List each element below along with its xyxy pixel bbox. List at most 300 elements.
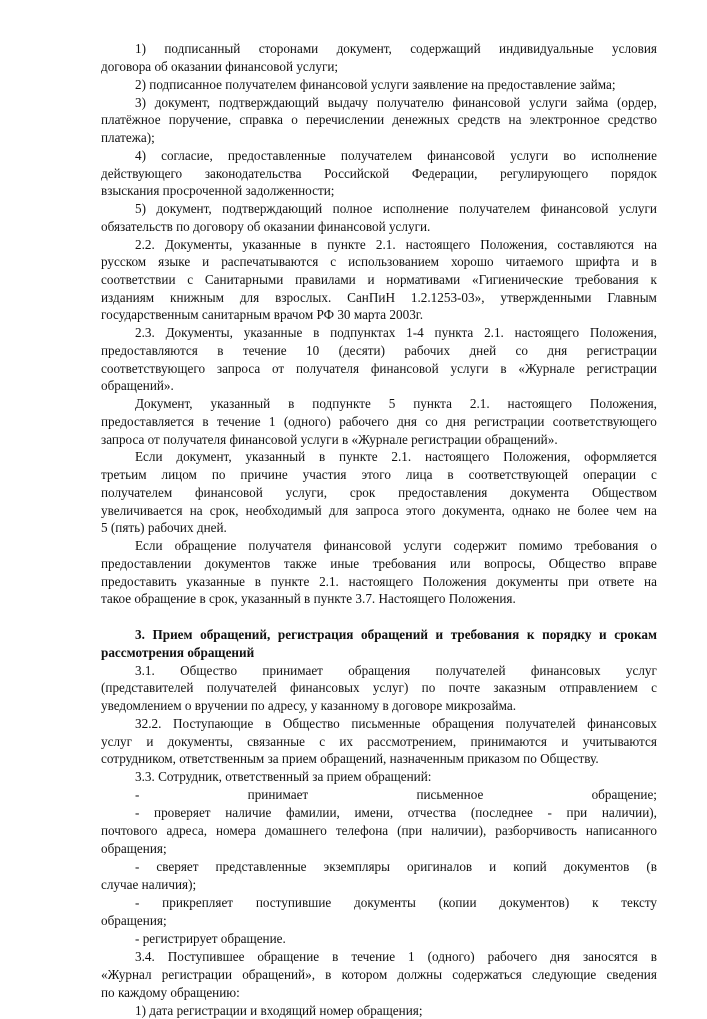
word: - — [547, 805, 552, 820]
word: в — [650, 254, 657, 269]
word: учитываются — [582, 734, 657, 749]
word: согласие, — [161, 148, 213, 163]
word: по — [211, 467, 226, 482]
text-line — [135, 894, 657, 911]
word: документ, — [154, 95, 211, 110]
word: документы — [496, 574, 559, 589]
word: котором — [341, 967, 388, 982]
word: выдачу — [327, 95, 369, 110]
word: наличие — [225, 805, 272, 820]
word: Если — [135, 449, 163, 464]
text-line — [101, 289, 657, 306]
text-line — [101, 253, 657, 270]
text-line: 1) дата регистрации и входящий номер обращения; — [135, 1003, 423, 1018]
word: получателем — [340, 148, 413, 163]
word: утвержденными — [500, 290, 592, 305]
text-line — [135, 858, 657, 875]
word: вопросы, — [483, 556, 536, 571]
word: в — [288, 396, 295, 411]
word: в — [332, 949, 339, 964]
word: письменное — [416, 787, 484, 802]
word: 5) — [135, 201, 146, 216]
word: документ, — [176, 449, 232, 464]
word: лица — [405, 467, 433, 482]
word: предоставить — [101, 574, 177, 589]
word: требования — [574, 538, 639, 553]
word: в — [500, 361, 507, 376]
word: Документы, — [165, 325, 233, 340]
word: законодательства — [204, 166, 302, 181]
word: индивидуальные — [499, 41, 594, 56]
word: чем — [616, 503, 637, 518]
word: услуги — [618, 201, 657, 216]
word: о — [291, 112, 298, 127]
word: отчества — [407, 805, 457, 820]
text-line — [135, 786, 657, 803]
text-line — [135, 236, 657, 253]
word: 3.1. — [135, 663, 155, 678]
word: обращения — [348, 663, 411, 678]
word: дня — [446, 414, 466, 429]
text-line — [101, 484, 657, 501]
word: причине — [240, 467, 288, 482]
word: указанные — [186, 574, 245, 589]
word: «Гигиенические — [472, 272, 564, 287]
word: требования — [450, 627, 520, 642]
word: взрослых. — [275, 290, 332, 305]
word: указанный — [210, 396, 271, 411]
word: адреса, — [166, 823, 208, 838]
text-line — [135, 448, 657, 465]
word: наличии), — [431, 823, 487, 838]
word: настоящего — [507, 396, 572, 411]
word: в — [310, 237, 318, 252]
word: займа — [576, 95, 609, 110]
text-line — [135, 537, 657, 554]
word: увеличивается — [101, 503, 183, 518]
word: пункте — [339, 449, 378, 464]
text-line — [101, 111, 657, 128]
word: 1-4 — [406, 325, 424, 340]
word: срок, — [209, 503, 239, 518]
word: настоящего — [405, 237, 471, 252]
word: со — [515, 343, 528, 358]
word: документа, — [442, 503, 505, 518]
word: помимо — [518, 538, 563, 553]
word: требования — [574, 272, 639, 287]
text-line — [101, 966, 657, 983]
word: получателей — [435, 663, 506, 678]
word: рабочего — [487, 949, 538, 964]
word: Положения, — [503, 449, 571, 464]
word: предоставления — [398, 485, 488, 500]
text-line — [101, 360, 657, 377]
text-line: договора об оказании финансовой услуги; — [101, 59, 339, 74]
word: получателя — [296, 361, 360, 376]
text-line: по каждому обращению: — [101, 985, 240, 1000]
word: (одного) — [427, 949, 475, 964]
word: 2.1. — [391, 449, 412, 464]
word: документов — [204, 556, 271, 571]
word: в — [325, 967, 332, 982]
word: услуги — [529, 95, 568, 110]
word: порядок — [610, 166, 657, 181]
word: наличии), — [601, 805, 657, 820]
word: на — [644, 574, 657, 589]
word: русском — [101, 254, 147, 269]
word: регистрация — [277, 627, 354, 642]
word: Документ, — [135, 396, 193, 411]
text-line — [135, 324, 657, 341]
word: регистрации — [586, 361, 657, 376]
text-line: обязательств по договору об оказании финансовой услуги. — [101, 219, 431, 234]
word: запроса — [355, 503, 399, 518]
word: настоящего — [348, 574, 414, 589]
word: заносятся — [582, 949, 638, 964]
word: о — [650, 538, 657, 553]
word: финансовых — [530, 663, 601, 678]
word: или — [449, 556, 471, 571]
text-line — [135, 147, 657, 164]
word: принимает — [262, 663, 323, 678]
word: написанного — [585, 823, 657, 838]
word: Главным — [607, 290, 657, 305]
word: подпункте — [312, 396, 371, 411]
word: денежных — [392, 112, 450, 127]
text-line — [135, 94, 657, 111]
word: Российской — [324, 166, 390, 181]
word: содержащий — [410, 41, 481, 56]
text-line — [101, 271, 657, 288]
word: услуги — [450, 361, 489, 376]
word: регистрации — [586, 343, 657, 358]
word: (одного) — [283, 414, 331, 429]
word: 10 — [305, 343, 320, 358]
text-line: уведомлением о вручении по адресу, у казанному в договоре микрозайма. — [101, 698, 516, 713]
word: в — [217, 343, 224, 358]
word: услуги — [403, 538, 442, 553]
word: ответе — [598, 574, 635, 589]
word: исполнение — [591, 148, 657, 163]
text-line — [101, 342, 657, 359]
word: условия — [612, 41, 657, 56]
word: получателем — [459, 201, 531, 216]
word: к — [650, 272, 657, 287]
word: со — [425, 414, 438, 429]
word: Обществом — [591, 485, 657, 500]
word: 5 — [388, 396, 396, 411]
word: финансовой — [370, 361, 439, 376]
word: исполнение — [382, 201, 449, 216]
text-line: запроса от получателя финансовой услуги в «Журнале регистрации обращений». — [101, 432, 558, 447]
word: Общество — [282, 716, 340, 731]
word: и — [435, 627, 444, 642]
word: в — [447, 467, 454, 482]
word: Прием — [152, 627, 193, 642]
word: регистрации — [161, 967, 233, 982]
word: в — [650, 949, 657, 964]
word: читаемого — [505, 254, 564, 269]
word: дней — [469, 343, 497, 358]
word: течение — [216, 414, 261, 429]
word: услуги, — [285, 485, 328, 500]
text-line — [101, 413, 657, 430]
word: 3.4. — [135, 949, 155, 964]
word: шрифта — [575, 254, 620, 269]
word: вправе — [619, 556, 657, 571]
word: предоставляются — [101, 343, 198, 358]
word: во — [563, 148, 577, 163]
word: лицом — [161, 467, 197, 482]
word: 1 — [268, 414, 276, 429]
word: поручение, — [168, 112, 232, 127]
text-line: государственным санитарным врачом РФ 30 марта 2003г. — [101, 307, 424, 322]
text-line — [135, 948, 657, 965]
word: финансовой — [195, 485, 263, 500]
section-heading-line: рассмотрения обращений — [101, 645, 255, 660]
word: оформляется — [584, 449, 657, 464]
word: (при — [397, 823, 423, 838]
word: в — [313, 325, 320, 340]
word: финансовых — [289, 680, 360, 695]
word: обращения — [432, 716, 495, 731]
word: финансовой — [540, 201, 609, 216]
word: фамилии, — [286, 805, 340, 820]
word: этого — [361, 467, 391, 482]
word: 1) — [135, 41, 146, 56]
word: 4) — [135, 148, 146, 163]
word: к — [526, 627, 535, 642]
word: с — [651, 680, 657, 695]
word: подпунктах — [330, 325, 396, 340]
word: номера — [215, 823, 257, 838]
text-line: 2) подписанное получателем финансовой услуги заявление на предоставление займа; — [135, 77, 616, 92]
word: с — [330, 254, 337, 269]
word: получателей — [505, 716, 576, 731]
word: (последнее — [470, 805, 533, 820]
word: от — [272, 361, 285, 376]
word: 1 — [408, 949, 415, 964]
word: на — [508, 112, 522, 127]
word: подтверждающий — [218, 95, 319, 110]
word: 1.2.1253-03», — [410, 290, 485, 305]
word: иные — [330, 556, 360, 571]
text-line: обращений». — [101, 378, 174, 393]
word: и — [599, 627, 607, 642]
word: Положения, — [589, 396, 657, 411]
text-line — [101, 679, 657, 696]
word: (десяти) — [338, 343, 385, 358]
word: - — [135, 805, 140, 820]
word: Общество — [548, 556, 606, 571]
word: получателя — [248, 538, 312, 553]
word: получателем — [101, 485, 173, 500]
word: необходимый — [245, 503, 322, 518]
word: разборчивость — [495, 823, 577, 838]
word: на — [644, 503, 657, 518]
word: более — [577, 503, 609, 518]
text-line — [101, 555, 657, 572]
word: Поступающие — [173, 716, 254, 731]
word: услуги — [510, 148, 549, 163]
word: обращений — [361, 627, 428, 642]
word: пункте — [270, 574, 310, 589]
word: услуг) — [372, 680, 409, 695]
word: срокам — [614, 627, 657, 642]
word: для — [328, 503, 349, 518]
word: «Журнале — [518, 361, 575, 376]
word: и — [367, 272, 375, 287]
word: документы — [354, 895, 416, 910]
word: по — [421, 680, 436, 695]
word: 2.1. — [484, 325, 504, 340]
word: финансовых — [587, 716, 657, 731]
word: при — [566, 805, 588, 820]
word: участия — [302, 467, 347, 482]
word: их — [339, 734, 354, 749]
word: настоящего — [424, 449, 490, 464]
word: с — [319, 734, 326, 749]
word: документы, — [167, 734, 233, 749]
word: в — [318, 449, 326, 464]
word: указанный — [245, 449, 306, 464]
word: Положения, — [480, 237, 548, 252]
word: составляются — [557, 237, 634, 252]
word: указанные — [243, 325, 303, 340]
word: - — [135, 895, 140, 910]
word: и — [202, 254, 210, 269]
text-line — [135, 662, 657, 679]
text-line: - регистрирует обращение. — [135, 931, 286, 946]
word: рассмотрением, — [367, 734, 457, 749]
word: отправлением — [559, 680, 638, 695]
word: Федерации, — [411, 166, 478, 181]
word: срок — [349, 485, 376, 500]
word: средство — [607, 112, 657, 127]
word: на — [644, 237, 657, 252]
word: изданиям — [101, 290, 155, 305]
word: рабочих — [404, 343, 451, 358]
word: дня — [550, 949, 570, 964]
word: 32.2. — [135, 716, 162, 731]
word: 3) — [135, 95, 146, 110]
word: документа — [510, 485, 570, 500]
text-line — [135, 200, 657, 217]
text-line: сотрудником, ответственным за прием обращений, назначенным приказом по Обществу. — [101, 751, 599, 766]
text-line — [101, 466, 657, 483]
word: дня — [397, 414, 417, 429]
word: «Журнал — [101, 967, 152, 982]
word: (представителей — [101, 680, 194, 695]
word: сверяет — [156, 859, 199, 874]
word: соответствующего — [552, 414, 657, 429]
word: третьим — [101, 467, 147, 482]
word: для — [239, 290, 260, 305]
word: 3. — [135, 627, 145, 642]
word: сведения — [606, 967, 657, 982]
word: копий — [513, 859, 547, 874]
word: в — [202, 414, 209, 429]
word: также — [283, 556, 317, 571]
word: 2.2. — [135, 237, 155, 252]
word: предоставлении — [101, 556, 192, 571]
text-line — [101, 733, 657, 750]
word: Положения, — [589, 325, 657, 340]
word: заказным — [493, 680, 547, 695]
text-line: платежа); — [101, 130, 155, 145]
word: прикрепляет — [162, 895, 234, 910]
word: связанные — [247, 734, 305, 749]
word: действующего — [101, 166, 183, 181]
word: к — [592, 895, 599, 910]
word: и — [561, 734, 569, 749]
word: услуг — [625, 663, 657, 678]
word: регулирующего — [500, 166, 589, 181]
word: Поступившее — [167, 949, 245, 964]
word: подтверждающий — [222, 201, 323, 216]
word: электронное — [529, 112, 600, 127]
text-line — [101, 165, 657, 182]
word: с — [651, 467, 657, 482]
word: содержаться — [452, 967, 522, 982]
text-line — [135, 40, 657, 57]
word: соответствующей — [468, 467, 569, 482]
word: перечислении — [305, 112, 385, 127]
word: нормативами — [386, 272, 461, 287]
word: обращений, — [200, 627, 271, 642]
word: проверяет — [154, 805, 211, 820]
word: регистрации — [474, 414, 545, 429]
word: использованием — [348, 254, 440, 269]
word: почтового — [101, 823, 158, 838]
word: (в — [646, 859, 657, 874]
word: пункта — [434, 325, 474, 340]
word: языке — [158, 254, 191, 269]
word: (копии — [438, 895, 477, 910]
word: почте — [448, 680, 481, 695]
word: документов) — [499, 895, 570, 910]
word: письменные — [351, 716, 421, 731]
word: и — [146, 734, 154, 749]
word: документ, — [336, 41, 392, 56]
word: предоставленные — [227, 148, 326, 163]
word: финансовой — [452, 95, 521, 110]
text-line — [101, 502, 657, 519]
word: получателей — [206, 680, 277, 695]
text-line — [135, 715, 657, 732]
word: оригиналов — [407, 859, 473, 874]
word: должны — [397, 967, 443, 982]
word: принимаются — [470, 734, 547, 749]
text-line: обращения; — [101, 841, 167, 856]
text-line — [135, 395, 657, 412]
word: с — [187, 272, 194, 287]
word: при — [567, 574, 589, 589]
word: Положения — [422, 574, 487, 589]
word: принимает — [247, 787, 309, 802]
word: пункта — [413, 396, 452, 411]
word: Общество — [180, 663, 238, 678]
word: документ, — [156, 201, 212, 216]
word: обращений», — [242, 967, 316, 982]
word: 2.1. — [319, 574, 339, 589]
text-line: обращения; — [101, 913, 167, 928]
word: и — [631, 254, 639, 269]
word: справка — [239, 112, 283, 127]
word: течение — [242, 343, 287, 358]
word: соответствии — [101, 272, 176, 287]
word: сторонами — [258, 41, 319, 56]
